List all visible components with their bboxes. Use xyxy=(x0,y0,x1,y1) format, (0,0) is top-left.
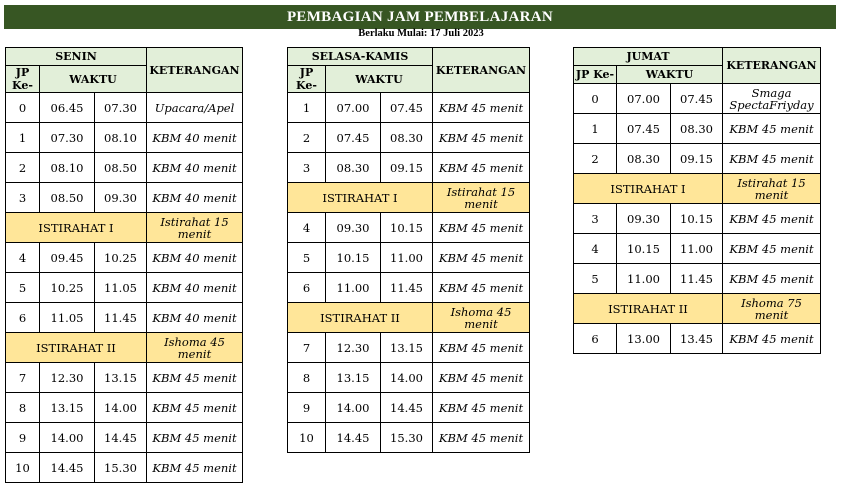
day-header: SELASA-KAMIS xyxy=(288,48,433,66)
jp-number: 6 xyxy=(6,303,40,333)
end-time: 13.15 xyxy=(95,363,147,393)
lesson-row xyxy=(288,213,530,243)
jp-number: 4 xyxy=(288,213,326,243)
end-time: 15.30 xyxy=(95,453,147,483)
note-cell: Istirahat 15 menit xyxy=(723,174,821,204)
start-time: 11.05 xyxy=(40,303,95,333)
lesson-row xyxy=(574,114,821,144)
break-row xyxy=(574,294,821,324)
lesson-row xyxy=(6,153,243,183)
lesson-row xyxy=(574,204,821,234)
keterangan-header: KETERANGAN xyxy=(723,48,821,84)
note-cell: KBM 45 menit xyxy=(147,363,243,393)
note-cell: KBM 45 menit xyxy=(433,243,530,273)
end-time: 09.15 xyxy=(671,144,723,174)
jp-number: 3 xyxy=(574,204,617,234)
end-time: 11.45 xyxy=(671,264,723,294)
lesson-row xyxy=(288,153,530,183)
start-time: 07.00 xyxy=(617,84,671,114)
start-time: 08.30 xyxy=(326,153,381,183)
break-row xyxy=(6,213,243,243)
lesson-row xyxy=(574,144,821,174)
lesson-row xyxy=(6,243,243,273)
note-cell: Istirahat 15 menit xyxy=(433,183,530,213)
note-cell: KBM 45 menit xyxy=(147,423,243,453)
end-time: 07.30 xyxy=(95,93,147,123)
lesson-row xyxy=(6,363,243,393)
end-time: 14.00 xyxy=(381,363,433,393)
jp-number: 1 xyxy=(574,114,617,144)
lesson-row xyxy=(6,393,243,423)
note-cell: KBM 45 menit xyxy=(723,264,821,294)
jp-number: 5 xyxy=(574,264,617,294)
note-cell: KBM 40 menit xyxy=(147,273,243,303)
keterangan-header: KETERANGAN xyxy=(433,48,530,93)
jp-number: 8 xyxy=(288,363,326,393)
lesson-row xyxy=(6,93,243,123)
note-cell: KBM 40 menit xyxy=(147,153,243,183)
jp-number: 9 xyxy=(288,393,326,423)
lesson-row xyxy=(288,243,530,273)
jp-number: 0 xyxy=(574,84,617,114)
start-time: 13.15 xyxy=(40,393,95,423)
note-cell: KBM 45 menit xyxy=(433,123,530,153)
lesson-row xyxy=(574,324,821,354)
start-time: 12.30 xyxy=(326,333,381,363)
lesson-row xyxy=(288,363,530,393)
jp-header: JP Ke- xyxy=(574,66,617,84)
note-cell: KBM 40 menit xyxy=(147,243,243,273)
lesson-row xyxy=(288,393,530,423)
break-row xyxy=(288,183,530,213)
waktu-header: WAKTU xyxy=(326,66,433,93)
lesson-row xyxy=(6,183,243,213)
jp-number: 7 xyxy=(288,333,326,363)
jp-number: 0 xyxy=(6,93,40,123)
start-time: 10.25 xyxy=(40,273,95,303)
note-cell: KBM 45 menit xyxy=(723,144,821,174)
end-time: 10.25 xyxy=(95,243,147,273)
jp-number: 6 xyxy=(288,273,326,303)
start-time: 07.45 xyxy=(617,114,671,144)
break-label: ISTIRAHAT I xyxy=(6,213,147,243)
lesson-row xyxy=(6,423,243,453)
end-time: 10.15 xyxy=(671,204,723,234)
lesson-row xyxy=(574,84,821,114)
start-time: 14.00 xyxy=(326,393,381,423)
start-time: 11.00 xyxy=(617,264,671,294)
start-time: 14.00 xyxy=(40,423,95,453)
start-time: 09.30 xyxy=(326,213,381,243)
lesson-row xyxy=(6,123,243,153)
note-cell: KBM 45 menit xyxy=(723,234,821,264)
break-label: ISTIRAHAT I xyxy=(574,174,723,204)
end-time: 11.00 xyxy=(381,243,433,273)
start-time: 08.50 xyxy=(40,183,95,213)
start-time: 12.30 xyxy=(40,363,95,393)
note-cell: Ishoma 45 menit xyxy=(147,333,243,363)
jp-number: 3 xyxy=(288,153,326,183)
schedule-table-jumat xyxy=(573,47,821,354)
start-time: 14.45 xyxy=(326,423,381,453)
note-cell: Istirahat 15 menit xyxy=(147,213,243,243)
lesson-row xyxy=(288,93,530,123)
jp-number: 8 xyxy=(6,393,40,423)
end-time: 07.45 xyxy=(671,84,723,114)
end-time: 11.45 xyxy=(95,303,147,333)
waktu-header: WAKTU xyxy=(617,66,723,84)
end-time: 08.30 xyxy=(671,114,723,144)
note-cell: KBM 45 menit xyxy=(723,114,821,144)
jp-number: 4 xyxy=(6,243,40,273)
start-time: 07.30 xyxy=(40,123,95,153)
end-time: 13.15 xyxy=(381,333,433,363)
start-time: 13.00 xyxy=(617,324,671,354)
note-cell: Upacara/Apel xyxy=(147,93,243,123)
end-time: 09.15 xyxy=(381,153,433,183)
jp-number: 5 xyxy=(288,243,326,273)
keterangan-header: KETERANGAN xyxy=(147,48,243,93)
start-time: 10.15 xyxy=(326,243,381,273)
start-time: 08.30 xyxy=(617,144,671,174)
note-cell: KBM 45 menit xyxy=(433,93,530,123)
start-time: 13.15 xyxy=(326,363,381,393)
note-cell: KBM 45 menit xyxy=(433,423,530,453)
start-time: 14.45 xyxy=(40,453,95,483)
break-label: ISTIRAHAT II xyxy=(6,333,147,363)
jp-number: 3 xyxy=(6,183,40,213)
jp-header: JP Ke- xyxy=(288,66,326,93)
note-cell: KBM 45 menit xyxy=(433,153,530,183)
jp-number: 7 xyxy=(6,363,40,393)
start-time: 07.00 xyxy=(326,93,381,123)
start-time: 09.45 xyxy=(40,243,95,273)
page-title: PEMBAGIAN JAM PEMBELAJARAN xyxy=(4,5,836,29)
note-cell: Smaga SpectaFriyday xyxy=(723,84,821,114)
end-time: 11.05 xyxy=(95,273,147,303)
start-time: 09.30 xyxy=(617,204,671,234)
lesson-row xyxy=(6,273,243,303)
break-row xyxy=(574,174,821,204)
start-time: 11.00 xyxy=(326,273,381,303)
jp-number: 4 xyxy=(574,234,617,264)
end-time: 15.30 xyxy=(381,423,433,453)
start-time: 08.10 xyxy=(40,153,95,183)
end-time: 14.00 xyxy=(95,393,147,423)
break-label: ISTIRAHAT I xyxy=(288,183,433,213)
break-label: ISTIRAHAT II xyxy=(288,303,433,333)
start-time: 10.15 xyxy=(617,234,671,264)
end-time: 13.45 xyxy=(671,324,723,354)
note-cell: KBM 40 menit xyxy=(147,123,243,153)
end-time: 10.15 xyxy=(381,213,433,243)
note-cell: KBM 45 menit xyxy=(433,333,530,363)
note-cell: KBM 45 menit xyxy=(147,453,243,483)
lesson-row xyxy=(6,453,243,483)
effective-date: Berlaku Mulai: 17 Juli 2023 xyxy=(358,28,484,39)
end-time: 07.45 xyxy=(381,93,433,123)
jp-number: 2 xyxy=(288,123,326,153)
jp-number: 9 xyxy=(6,423,40,453)
end-time: 14.45 xyxy=(95,423,147,453)
start-time: 07.45 xyxy=(326,123,381,153)
schedule-table-senin xyxy=(5,47,243,483)
break-row xyxy=(288,303,530,333)
jp-number: 5 xyxy=(6,273,40,303)
jp-header: JP Ke- xyxy=(6,66,40,93)
end-time: 11.45 xyxy=(381,273,433,303)
note-cell: KBM 40 menit xyxy=(147,303,243,333)
jp-number: 10 xyxy=(288,423,326,453)
note-cell: Ishoma 45 menit xyxy=(433,303,530,333)
day-header: SENIN xyxy=(6,48,147,66)
waktu-header: WAKTU xyxy=(40,66,147,93)
note-cell: KBM 45 menit xyxy=(723,204,821,234)
note-cell: KBM 40 menit xyxy=(147,183,243,213)
jp-number: 10 xyxy=(6,453,40,483)
end-time: 08.50 xyxy=(95,153,147,183)
lesson-row xyxy=(574,264,821,294)
lesson-row xyxy=(288,423,530,453)
note-cell: KBM 45 menit xyxy=(723,324,821,354)
note-cell: KBM 45 menit xyxy=(433,393,530,423)
jp-number: 2 xyxy=(6,153,40,183)
jp-number: 2 xyxy=(574,144,617,174)
day-header: JUMAT xyxy=(574,48,723,66)
note-cell: KBM 45 menit xyxy=(147,393,243,423)
note-cell: KBM 45 menit xyxy=(433,273,530,303)
end-time: 14.45 xyxy=(381,393,433,423)
note-cell: KBM 45 menit xyxy=(433,363,530,393)
break-label: ISTIRAHAT II xyxy=(574,294,723,324)
end-time: 11.00 xyxy=(671,234,723,264)
note-cell: Ishoma 75 menit xyxy=(723,294,821,324)
jp-number: 1 xyxy=(6,123,40,153)
break-row xyxy=(6,333,243,363)
schedule-table-selasa-kamis xyxy=(287,47,530,453)
lesson-row xyxy=(6,303,243,333)
lesson-row xyxy=(288,123,530,153)
lesson-row xyxy=(574,234,821,264)
lesson-row xyxy=(288,273,530,303)
note-cell: KBM 45 menit xyxy=(433,213,530,243)
jp-number: 6 xyxy=(574,324,617,354)
start-time: 06.45 xyxy=(40,93,95,123)
jp-number: 1 xyxy=(288,93,326,123)
end-time: 08.30 xyxy=(381,123,433,153)
end-time: 09.30 xyxy=(95,183,147,213)
lesson-row xyxy=(288,333,530,363)
end-time: 08.10 xyxy=(95,123,147,153)
